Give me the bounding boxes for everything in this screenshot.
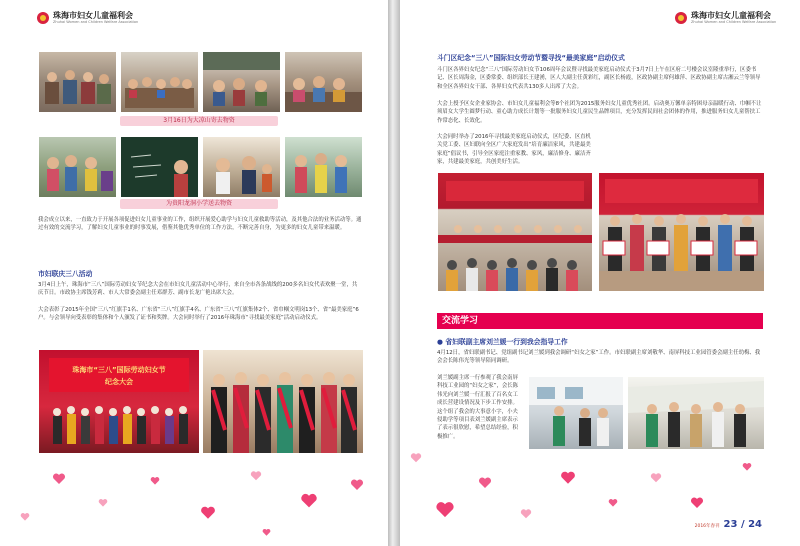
issue-label: 2016年春刊 (694, 524, 720, 529)
section-heading-doumen: 斗门区纪念“三八”国际妇女劳动节暨寻找“最美家庭”启动仪式 (437, 54, 625, 62)
photo-caption-guiyang: 为贵阳龙洞小学送去物资 (120, 199, 278, 209)
doumen-paragraph-1: 斗门区各界妇女纪念“三八”国际劳动妇女节106周年会议暨寻找最美家庭启动仪式于3月7日上午在区府二号楼会议室隆重举行，区委书记、区长周海金，区委常委、组织部长王建湧，区人大副主任黄彩红，副区长杨霞，区政协副主席何雄萍、区政协副主席古湘云兰等领导和全区各界妇女干部、各界妇女代表共130多人出席了大会。 (437, 67, 761, 90)
heart-icon (98, 498, 108, 508)
page-footer (695, 519, 762, 530)
photo-visit-office (528, 376, 624, 450)
section-bar-exchange: 交流学习 (437, 313, 763, 329)
photo-blackboard (120, 136, 199, 198)
heart-icon (200, 505, 216, 521)
womens-day-paragraph-1: 3月4日上午，珠海市“三八”国际劳动妇女节纪念大会在市妇女儿童活动中心举行，来自全市各条战线的200多名妇女代表欢聚一堂，共庆节日。市政协主席钱芳莉、市人大常委会副主任邓群芳、副市长龙广艳出席大会。 (38, 282, 358, 297)
stage-banner-line-2: 纪念大会 (105, 378, 133, 386)
section-heading-womens-day: 市妇联庆三八活动 (38, 270, 93, 278)
stage-banner-line-1: 珠海市“三八”国际劳动妇女节 (72, 366, 166, 374)
org-name-en: Zhuhai Women and Children Welfare Association (53, 20, 139, 24)
womens-day-paragraph-2: 大会表彰了2015年全国“三八”红旗手1名、广东省“三八”红旗手4名、广东省“三八”红旗集体2个、省巾帼文明岗13个、省“最美家庭”6户。与会领导向受表彰的集体和个人颁发了证书和奖牌。大会同时举行了2016年珠海市“寻找最美家庭”活动启动仪式。 (38, 307, 359, 322)
heart-icon (250, 470, 262, 482)
photo-doumen-meeting (437, 172, 593, 292)
photo-classroom-1 (38, 51, 117, 113)
sub-heading-liu (437, 336, 568, 346)
heart-icon (690, 496, 704, 510)
photo-students-3 (284, 136, 363, 198)
photo-stage-ceremony (38, 349, 200, 454)
heart-icon (20, 512, 30, 522)
heart-icon (560, 470, 576, 486)
heart-icon (150, 476, 160, 486)
photo-doumen-award (598, 172, 765, 292)
heart-icon (350, 478, 364, 492)
heart-icon (300, 492, 318, 510)
org-logo (37, 12, 138, 25)
org-emblem-icon (675, 12, 687, 24)
photo-visit-corridor (627, 376, 765, 450)
exchange-paragraph-1: 4月12日，省妇联副书记、党组副书记刘兰媛到我会调研“妇女之家”工作。市妇联副主席刘敬华、南屏科技工业园管委会副主任幼梅、我会会长陈伟光等领导陪同调研。 (437, 350, 761, 365)
page-number: 23 / 24 (723, 519, 762, 530)
photo-caption-daliangshan: 3月16日为大凉山寄去物资 (120, 116, 278, 126)
sub-heading-text: 省妇联副主席刘兰媛一行到我会指导工作 (445, 338, 568, 346)
intro-paragraph: 我会成立以来，一直致力于开展各项促进妇女儿童事业的工作，组织开展爱心助学与妇女儿童救助等活动，及其他合法的业务活动等。通过有效的交流学习，了解妇女儿童事业的时事发展，借鉴其他优秀单位的工作方法，不断完善自身，为更多的妇女儿童带来温暖。 (38, 217, 362, 232)
org-emblem-icon (37, 12, 49, 24)
org-name: 珠海市妇女儿童福利会 (691, 11, 771, 20)
photo-students-2 (202, 136, 281, 198)
org-logo-right (675, 12, 776, 25)
book-spine (388, 0, 400, 546)
heart-icon (650, 472, 662, 484)
heart-icon (52, 472, 66, 486)
left-page (0, 0, 388, 546)
heart-icon (742, 462, 752, 472)
exchange-paragraph-2: 刘兰媛副主席一行参观了我会南屏科技工业园的“妇女之家”，会长陈伟光向刘兰媛一行汇报了百名女工成长营建设情况及下步工作安排。这个组了我会的大事意小字，小夫侵助学等项目表刘兰媛副主席表示了表示很欣慰，希望总结经验，积极推广。 (437, 375, 519, 440)
doumen-paragraph-3: 大会同时举办了2016年寻找最美家庭启动仪式，区纪委、区直机关党工委、区妇联向全区广大家庭发出“培育廉洁家风，共建最美家庭”倡议书，引导全区家庭注重家教、家风，廉洁修身、廉洁齐家，共建最美家庭，共创美好生活。 (437, 134, 591, 166)
heart-icon (478, 476, 492, 490)
photo-students-1 (38, 136, 117, 198)
photo-classroom-3 (202, 51, 281, 113)
heart-icon (608, 498, 618, 508)
photo-classroom-4 (284, 51, 363, 113)
doumen-paragraph-2: 大会上授予区女企业家协会、市妇女儿童福利会等8个社团为2015服务妇女儿童优秀社团。启动奥万馨单亲特困母亲温暖行动、巾帼不让须眉女大学生圆梦行动、童心助力成长计划等一批服务妇女儿童民生品牌项目，充分发挥民间社会团体的作用，推进服务妇女儿童帮扶工作常态化、长效化。 (437, 101, 762, 124)
heart-icon (262, 528, 271, 537)
org-name: 珠海市妇女儿童福利会 (53, 11, 133, 20)
photo-award-women (202, 349, 364, 454)
heart-icon (410, 452, 422, 464)
photo-classroom-2 (120, 51, 199, 113)
heart-icon (435, 500, 455, 520)
heart-icon (520, 508, 532, 520)
bullet-icon: ● (437, 338, 446, 346)
org-name-en: Zhuhai Women and Children Welfare Association (691, 20, 777, 24)
